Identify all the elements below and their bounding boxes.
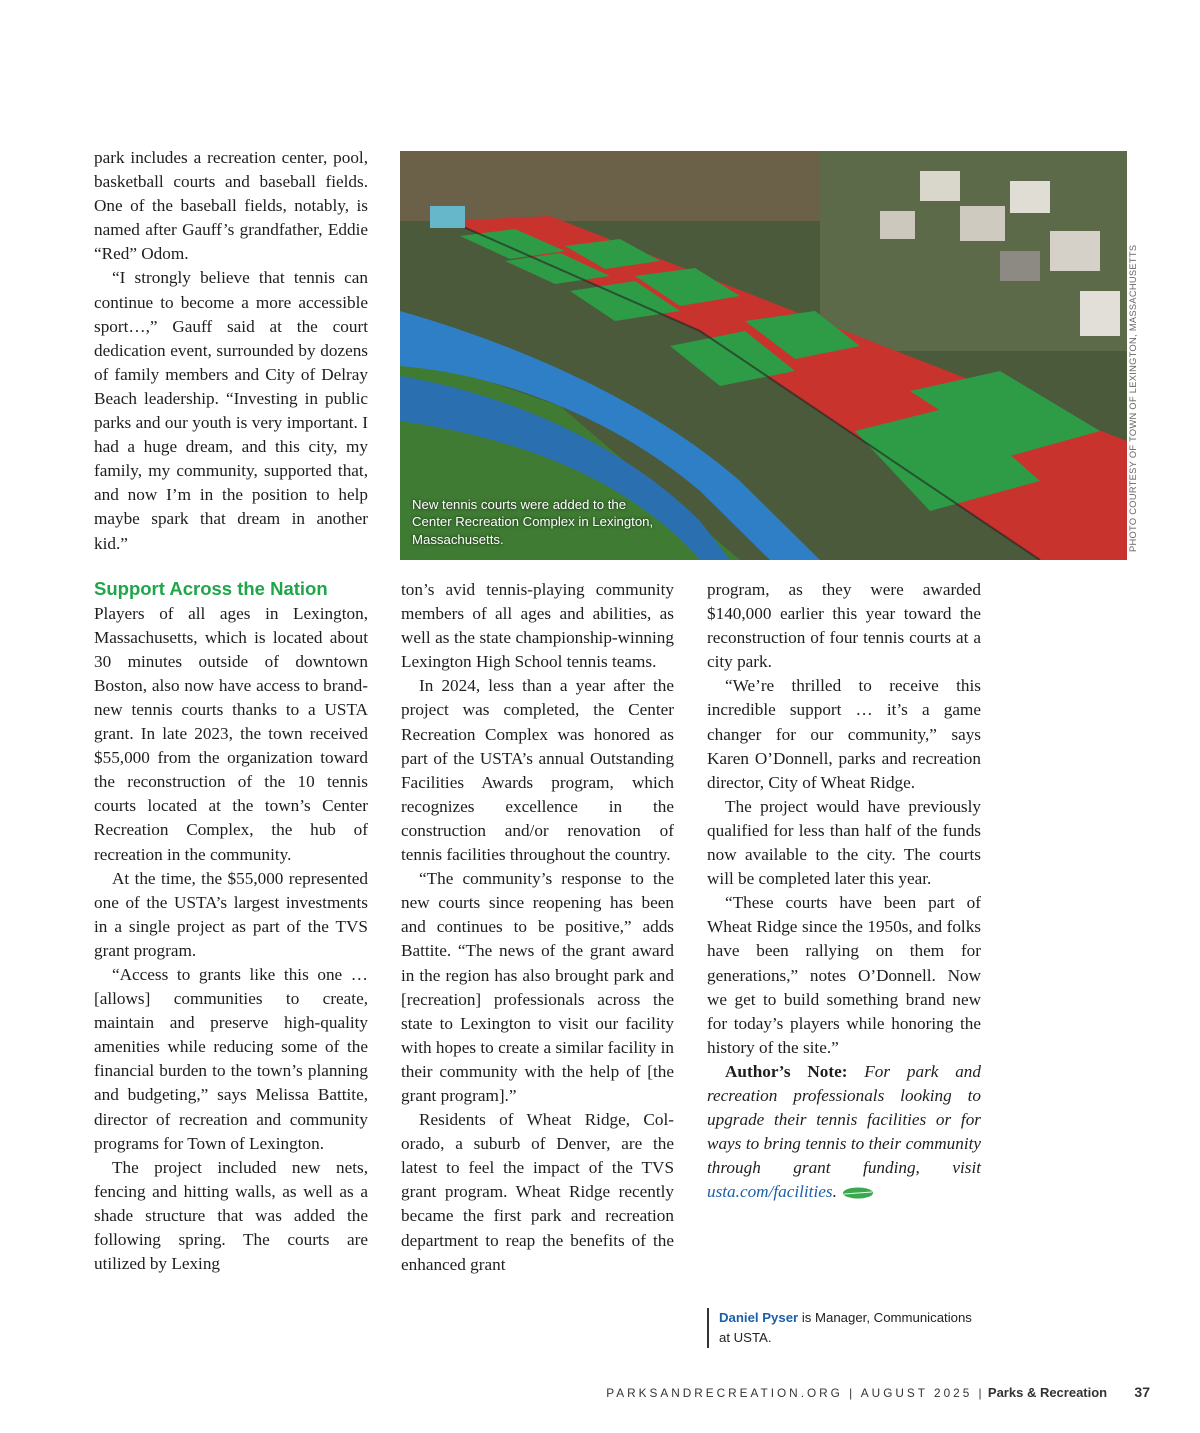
section-heading: Support Across the Nation <box>94 577 328 599</box>
facilities-link[interactable]: usta.com/facilities <box>707 1182 833 1202</box>
photo-caption: New tennis courts were added to the Center Recreation Complex in Lexington, Massachusetts. <box>412 496 654 547</box>
paragraph: park includes a recreation center, pool, basketball courts and baseball fields. One of the baseball fields, notably, is named after Gauff’s grandfather, Eddie “Red” Odom. <box>94 148 368 264</box>
authors-note-label: Author’s Note: <box>725 1061 848 1081</box>
paragraph: The project would have previously qualified for less than half of the funds now available to the city. The courts will be completed later this year. <box>707 796 981 889</box>
author-bio <box>707 1308 979 1348</box>
paragraph: The project included new nets, fencing and hitting walls, as well as a shade structure that was added the following spring. The courts are utilized by Lexing <box>94 1157 368 1274</box>
paragraph: “We’re thrilled to receive this incredible support … it’s a game changer for our community,” says Karen O’Donnell, parks and recreation director, City of Wheat Ridge. <box>707 676 981 792</box>
photo-credit <box>1128 150 1140 562</box>
paragraph: At the time, the $55,000 represented one of the USTA’s largest investments in a single project as part of the TVS grant program. <box>94 868 368 960</box>
author-name: Daniel Pyser <box>719 1310 799 1325</box>
paragraph: In 2024, less than a year after the project was completed, the Center Recreation Complex was honored as part of the USTA’s annual Outstanding Facilities Awards program, which recognizes excellence in the construction and/or renovation of tennis facilities throughout the country. <box>401 676 674 865</box>
paragraph: Players of all ages in Lexington, Massachusetts, which is located about 30 minutes outside of downtown Boston, also now have access to brand-new tennis courts thanks to a USTA grant. In late 2023, the town received $55,000 from the organization toward the reconstruction of the 10 tennis courts located at the town’s Center Recreation Complex, the hub of recreation in the community. <box>94 603 368 864</box>
page-footer <box>606 1384 1150 1400</box>
author-bio-text: is Manager, Communications at USTA. <box>719 1310 972 1345</box>
paragraph: Residents of Wheat Ridge, Colorado, a suburb of Denver, are the latest to feel the impact of the TVS grant program. Wheat Ridge recently became the first park and recreation department to reap the benefits of the enhanced grant <box>401 1110 674 1274</box>
leaf-end-icon <box>841 1186 875 1200</box>
page-number: 37 <box>1134 1384 1150 1400</box>
footer-site-date: PARKSANDRECREATION.ORG | AUGUST 2025 | <box>606 1386 985 1400</box>
paragraph: ton’s avid tennis-playing community members of all ages and abilities, as well as the state championship-winning Lexington High School tennis teams. <box>401 580 674 672</box>
article-column-1 <box>94 146 368 1276</box>
authors-note-text: For park and recreation professionals looking to upgrade their tennis facilities or for ways to bring tennis to their community through grant funding, visit <box>707 1061 981 1178</box>
aerial-photo <box>400 151 1127 560</box>
paragraph: “Access to grants like this one … [allows] communities to create, maintain and preserve high-quality amenities while reducing some of the financial burden to the town’s planning and budgeting,” says Melissa Battite, director of recreation and community programs for Town of Lexington. <box>94 965 368 1153</box>
authors-note-end: . <box>832 1182 837 1202</box>
paragraph: “These courts have been part of Wheat Ridge since the 1950s, and folks have been rallying on them for generations,” notes O’Donnell. Now we get to build something brand new for today’s players while honoring the history of the site.” <box>707 893 981 1057</box>
paragraph: “I strongly believe that tennis can continue to become a more accessible sport…,” Gauff said at the court dedication event, surrounded by dozens of family members and City of Delray Beach leadership. “Investing in public parks and our youth is very important. I had a huge dream, and this city, my family, my community, supported that, and now I’m in the position to help maybe spark that dream in another kid.” <box>94 268 368 553</box>
photo-credit-text: PHOTO COURTESY OF TOWN OF LEXINGTON, MASSACHUSETTS <box>1128 244 1138 552</box>
article-column-3 <box>707 578 981 1204</box>
article-column-2 <box>401 578 674 1277</box>
paragraph: “The community’s response to the new courts since reopening has been and continues to be positive,” adds Battite. “The news of the grant award in the region has also brought park and [recreation] professionals across the state to Lexington to visit our facility with hopes to create a similar facility in their community with the help of [the grant program].” <box>401 869 674 1105</box>
paragraph: program, as they were awarded $140,000 earlier this year toward the reconstruction of four tennis courts at a city park. <box>707 580 981 672</box>
authors-note <box>707 1060 981 1205</box>
footer-magazine-name: Parks & Recreation <box>987 1385 1108 1400</box>
